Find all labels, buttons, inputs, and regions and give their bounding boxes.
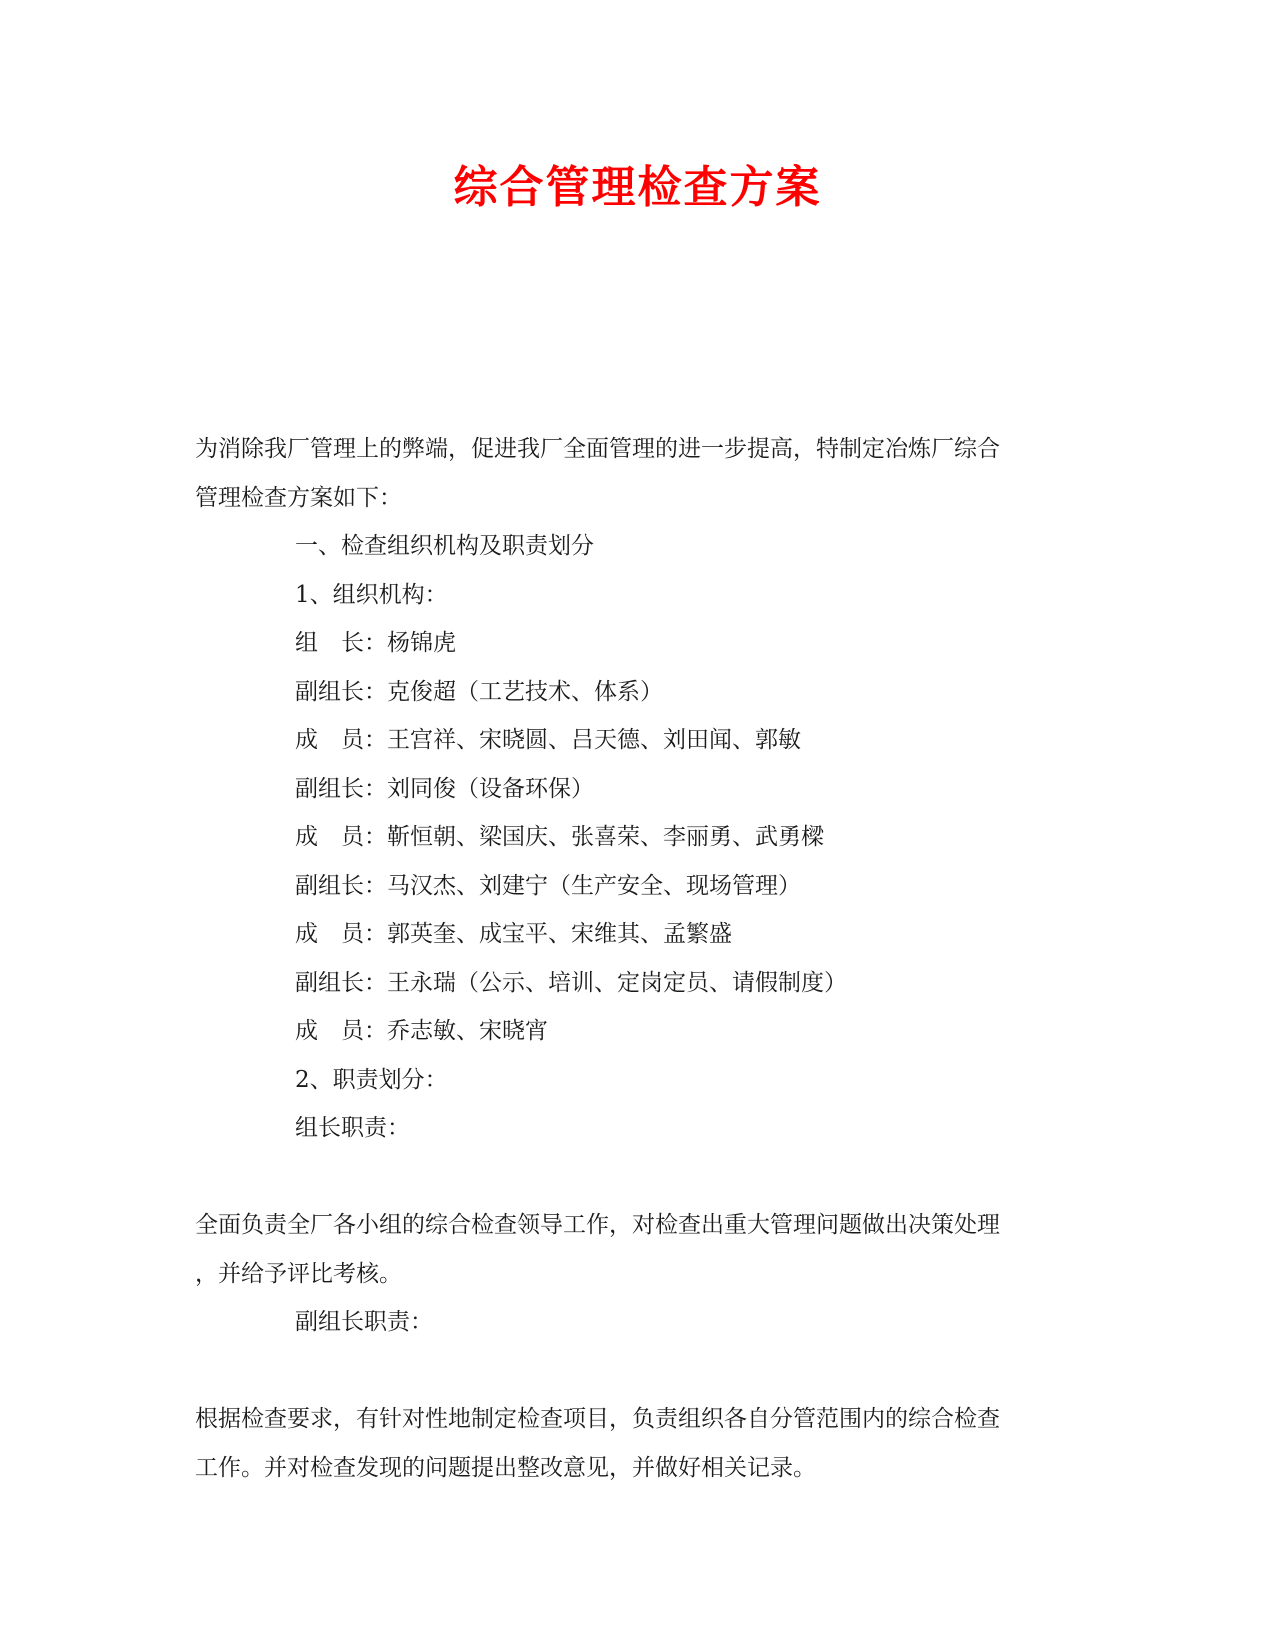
org-line-deputy: 副组长：王永瑞（公示、培训、定岗定员、请假制度） <box>295 969 847 996</box>
org-line-members: 成 员：郭英奎、成宝平、宋维其、孟繁盛 <box>295 921 732 947</box>
section-heading: 一、检查组织机构及职责划分 <box>295 533 594 559</box>
intro-line-1: 为消除我厂管理上的弊端，促进我厂全面管理的进一步提高，特制定冶炼厂综合 <box>195 436 1000 462</box>
deputy-duty-line-2: 工作。并对检查发现的问题提出整改意见，并做好相关记录。 <box>195 1454 816 1481</box>
org-heading: 1、组织机构： <box>295 581 448 608</box>
leader-duty-heading: 组长职责： <box>295 1115 410 1141</box>
leader-duty-line-2: ，并给予评比考核。 <box>195 1260 402 1287</box>
document-body <box>195 425 1095 1492</box>
duty-heading: 2、职责划分： <box>295 1066 448 1093</box>
paragraph-gap <box>195 1347 1095 1396</box>
deputy-duty-heading: 副组长职责： <box>295 1309 433 1335</box>
org-line-deputy: 副组长：克俊超（工艺技术、体系） <box>295 678 663 705</box>
org-line-leader: 组 长：杨锦虎 <box>295 630 456 656</box>
deputy-duty-line-1: 根据检查要求，有针对性地制定检查项目，负责组织各自分管范围内的综合检查 <box>195 1406 1000 1432</box>
org-line-deputy: 副组长：刘同俊（设备环保） <box>295 775 594 802</box>
leader-duty-line-1: 全面负责全厂各小组的综合检查领导工作，对检查出重大管理问题做出决策处理 <box>195 1212 1000 1238</box>
org-line-members: 成 员：靳恒朝、梁国庆、张喜荣、李丽勇、武勇樑 <box>295 824 824 850</box>
org-line-members: 成 员：乔志敏、宋晓宵 <box>295 1018 548 1044</box>
document-title: 综合管理检查方案 <box>453 162 822 213</box>
org-line-members: 成 员：王宫祥、宋晓圆、吕天德、刘田闻、郭敏 <box>295 727 801 753</box>
paragraph-gap <box>195 1153 1095 1202</box>
org-line-deputy: 副组长：马汉杰、刘建宁（生产安全、现场管理） <box>295 872 801 899</box>
intro-line-2: 管理检查方案如下： <box>195 484 402 511</box>
